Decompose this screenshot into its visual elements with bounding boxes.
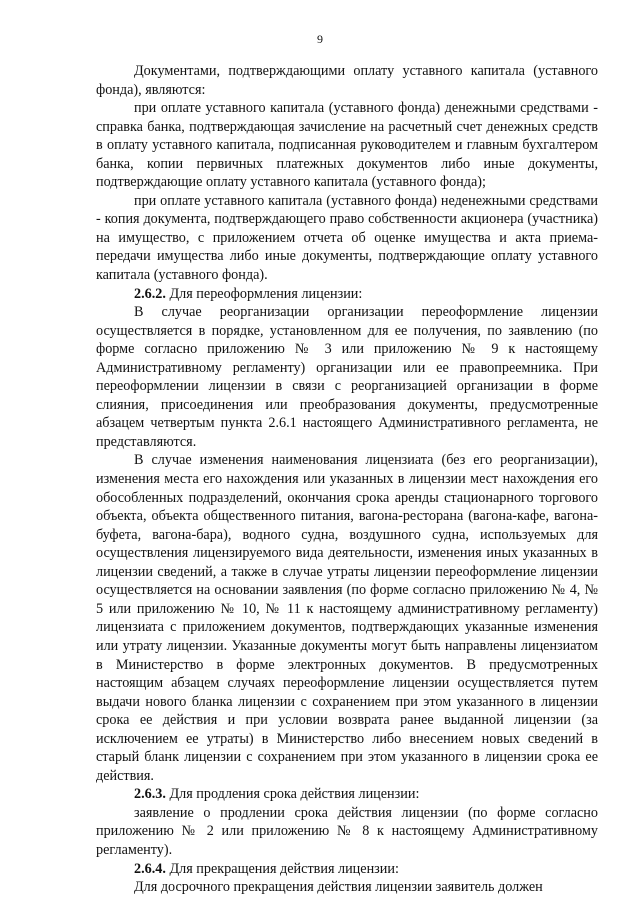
section-number: 2.6.4. xyxy=(134,860,166,877)
paragraph: Для досрочного прекращения действия лицензии заявитель должен xyxy=(134,879,543,896)
section-number: 2.6.2. xyxy=(134,285,166,302)
paragraph: заявление о продлении срока действия лицензии (по форме согласно приложению № 2 или приложению № 8 к настоящему Административному регламенту). xyxy=(96,804,598,858)
page-number: 9 xyxy=(317,32,323,46)
section-heading-2-6-2 xyxy=(96,285,598,304)
section-heading-2-6-3 xyxy=(96,785,598,804)
section-heading-text: Для прекращения действия лицензии: xyxy=(165,860,399,877)
section-heading-text: Для продления срока действия лицензии: xyxy=(165,786,420,803)
section-heading-2-6-4 xyxy=(96,860,598,879)
paragraph: В случае реорганизации организации переоформление лицензии осуществляется в порядке, установленном для ее получения, по заявлению (по форме согласно приложению № 3 или приложению № 9 к настоящему Административному регламенту) организации или ее правопреемника. При переоформлении лицензии в связи с реорганизацией организации в форме слияния, присоединения или преобразования документы, предусмотренные абзацем четвертым пункта 2.6.1 настоящего Административного регламента, не представляются. xyxy=(96,304,598,450)
section-heading-text: Для переоформления лицензии: xyxy=(165,285,363,302)
document-body xyxy=(96,62,598,897)
section-number: 2.6.3. xyxy=(134,786,166,803)
paragraph: Документами, подтверждающими оплату уставного капитала (уставного фонда), являются: xyxy=(96,63,598,98)
paragraph: В случае изменения наименования лицензиата (без его реорганизации), изменения места его нахождения или указанных в лицензии мест нахождения его обособленных подразделений, окончания срока аренды стационарного торгового объекта, объекта общественного питания, вагона-ресторана (вагона-кафе, вагона-буфета, вагона-бара), водного судна, воздушного судна, используемых для осуществления лицензируемого вида деятельности, изменения иных указанных в лицензии сведений, а также в случае утраты лицензии переоформление лицензии осуществляется на основании заявления (по форме согласно приложению № 4, № 5 или приложению № 10, № 11 к настоящему административному регламенту) лицензиата с приложением документов, подтверждающих указанные изменения или утрату лицензии. Указанные документы могут быть направлены лицензиатом в Министерство в форме электронных документов. В предусмотренных настоящим абзацем случаях переоформление лицензии осуществляется путем выдачи нового бланка лицензии с сохранением при этом указанного в лицензии срока ее действия и при условии возврата ранее выданной лицензии (за исключением ее утраты) в Министерство либо внесением новых сведений в старый бланк лицензии с сохранением при этом указанного в лицензии срока ее действия. xyxy=(96,452,598,784)
paragraph: при оплате уставного капитала (уставного фонда) неденежными средствами - копия документа, подтверждающего право собственности акционера (участника) на имущество, с приложением отчета об оценке имущества и акта приема-передачи имущества либо иные документы, подтверждающие оплату уставного капитала (уставного фонда). xyxy=(96,192,598,284)
paragraph: при оплате уставного капитала (уставного фонда) денежными средствами - справка банка, подтверждающая зачисление на расчетный счет денежных средств в оплату уставного капитала, подписанная руководителем и главным бухгалтером банка, копии первичных платежных документов либо иные документы, подтверждающие оплату уставного капитала (уставного фонда); xyxy=(96,100,598,191)
